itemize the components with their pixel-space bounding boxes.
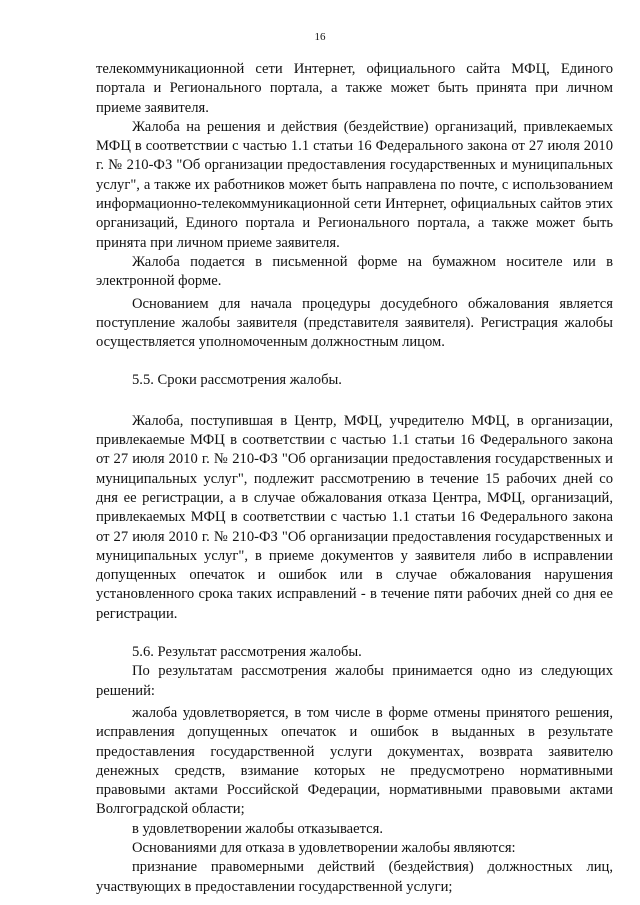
list-item: признание правомерными действий (бездействия) должностных лиц, участвующих в предоставлении государственной услуги; — [96, 859, 613, 895]
paragraph: Жалоба подается в письменной форме на бумажном носителе или в электронной форме. — [96, 253, 613, 290]
paragraph: Основаниями для отказа в удовлетворении жалобы являются: — [132, 839, 516, 856]
paragraph: Жалоба на решения и действия (бездействие) организаций, привлекаемых МФЦ в соответствии с частью 1.1 статьи 16 Федерального закона от 27 июля 2010 г. № 210-ФЗ "Об организации предоставления государственных и муниципальных услуг", а также их работников может быть направлена по почте, с использованием информационно-телекоммуникационной сети Интернет, официальных сайтов этих организаций, Единого портала и Регионального портала, а также может быть принята при личном приеме заявителя. — [96, 118, 613, 251]
document-body — [96, 60, 613, 897]
paragraph: телекоммуникационной сети Интернет, официального сайта МФЦ, Единого портала и Регионального портала, а также может быть принята при личном приеме заявителя. — [96, 61, 613, 116]
list-item: в удовлетворении жалобы отказывается. — [132, 820, 384, 837]
paragraph: По результатам рассмотрения жалобы принимается одно из следующих решений: — [96, 663, 613, 699]
list-item: жалоба удовлетворяется, в том числе в форме отмены принятого решения, исправления допущенных опечаток и ошибок в выданных в результате предоставления государственной услуги документах, возврата заявителю денежных средств, взимание которых не предусмотрено нормативными правовыми актами Российской Федерации, нормативными правовыми актами Волгоградской области; — [96, 704, 613, 818]
paragraph: Жалоба, поступившая в Центр, МФЦ, учредителю МФЦ, в организации, привлекаемые МФЦ в соответствии с частью 1.1 статьи 16 Федерального закона от 27 июля 2010 г. № 210-ФЗ "Об организации предоставления государственных и муниципальных услуг", подлежит рассмотрению в течение 15 рабочих дней со дня ее регистрации, а в случае обжалования отказа Центра, МФЦ, организаций, привлекаемых МФЦ в соответствии с частью 1.1 статьи 16 Федерального закона от 27 июля 2010 г. № 210-ФЗ "Об организации предоставления государственных и муниципальных услуг", в приеме документов у заявителя либо в исправлении допущенных опечаток и ошибок или в случае обжалования нарушения установленного срока таких исправлений - в течение пяти рабочих дней со дня ее регистрации. — [96, 412, 613, 622]
section-heading: 5.6. Результат рассмотрения жалобы. — [132, 644, 362, 661]
paragraph: Основанием для начала процедуры досудебного обжалования является поступление жалобы заявителя (представителя заявителя). Регистрация жалобы осуществляется уполномоченным должностным лицом. — [96, 295, 613, 351]
page-number: 16 — [314, 31, 326, 43]
section-heading: 5.5. Сроки рассмотрения жалобы. — [132, 372, 342, 389]
